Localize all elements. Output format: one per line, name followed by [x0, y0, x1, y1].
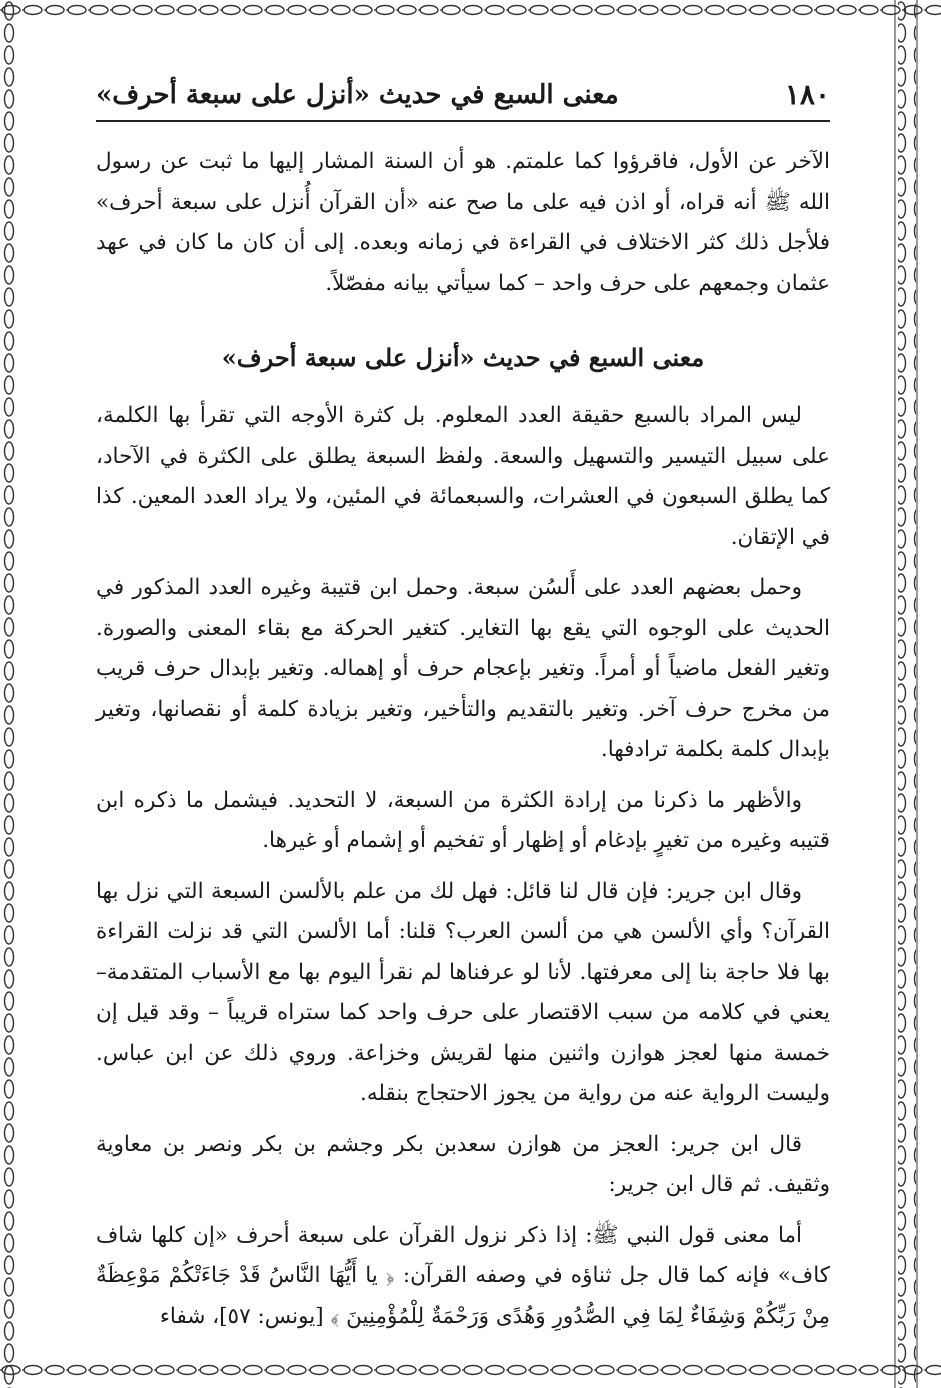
paragraph: الآخر عن الأول، فاقرؤوا كما علمتم. هو أن السنة المشار إليها ما ثبت عن رسول الله ﷺ أنه قراه، أو اذن فيه على ما صح عنه «أن القرآن أُنزل على سبعة أحرف» فلأجل ذلك كثر الاختلاف في القراءة في زمانه وبعده. إلى أن كان ما كان في عهد عثمان وجمعهم على حرف واحد – كما سيأتي بيانه مفصّلاً.: [96, 149, 830, 296]
paragraph: وقال ابن جرير: فإن قال لنا قائل: فهل لك من علم بالألسن السبعة التي نزل بها القرآن؟ وأي الألسن هي من ألسن العرب؟ قلنا: أما الألسن التي قد نزلت القراءة بها فلا حاجة بنا إلى معرفتها. لأنا لو عرفناها لم نقرأ اليوم بها مع الأسباب المتقدمة– يعني في كلامه من سبب الاقتصار على حرف واحد كما ستراه قريباً – وقد قيل إن خمسة منها لعجز هوازن واثنين منها لقريش وخزاعة. وروي ذلك عن ابن عباس. وليست الرواية عنه من رواية من يجوز الاحتجاج بنقله.: [96, 878, 830, 1106]
paragraph: وحمل بعضهم العدد على أَلسُن سبعة. وحمل ابن قتيبة وغيره العدد المذكور في الحديث على الوجوه التي يقع بها التغاير. كتغير الحركة مع بقاء المعنى والصورة. وتغير الفعل ماضياً أو أمراً. وتغير بإعجام حرف أو إهماله. وتغير بإبدال حرف قريب من مخرج حرف آخر. وتغير بالتقديم والتأخير، وتغير بزيادة كلمة أو نقصانها، وتغير بإبدال كلمة بكلمة ترادفها.: [96, 575, 830, 762]
page-body: [96, 142, 830, 1347]
paragraph: أما معنى قول النبي ﷺ: إذا ذكر نزول القرآن على سبعة أحرف «إن كلها شاف كاف» فإنه كما قال جل ثناؤه في وصفه القرآن: ﴿ يا أَيُّهَا النَّاسُ قَدْ جَاءَتْكُمْ مَوْعِظَةٌ مِنْ رَبِّكُمْ وَشِفَاءٌ لِمَا فِي الصُّدُورِ وَهُدًى وَرَحْمَةٌ لِلْمُؤْمِنِينَ ﴾ [يونس: ٥٧]، شفاء: [96, 1222, 830, 1329]
border-left: [0, 0, 20, 1388]
paragraph: قال ابن جرير: العجز من هوازن سعدبن بكر وجشم بن بكر ونصر بن معاوية وثقيف. ثم قال ابن جرير:: [96, 1131, 830, 1197]
section-heading: معنى السبع في حديث «أنزل على سبعة أحرف»: [221, 343, 705, 372]
paragraph: ليس المراد بالسبع حقيقة العدد المعلوم. بل كثرة الأوجه التي تقرأ بها الكلمة، على سبيل التيسير والتسهيل والسعة. ولفظ السبعة يطلق على الكثرة في الآحاد، كما يطلق السبعون في العشرات، والسبعمائة في المئين، ولا يراد العدد المعين. كذا في الإتقان.: [96, 403, 830, 550]
header-rule: [96, 120, 830, 122]
page-number: ١٨٠: [784, 78, 830, 111]
border-top: [0, 0, 941, 22]
page-header: [96, 70, 830, 122]
border-right: [892, 0, 918, 1388]
running-title: معنى السبع في حديث «أنزل على سبعة أحرف»: [96, 80, 619, 110]
paragraph: والأظهر ما ذكرنا من إرادة الكثرة من السبعة، لا التحديد. فيشمل ما ذكره ابن قتيبه وغيره من تغيرٍ بإدغام أو إظهار أو تفخيم أو إشمام أو غيرها.: [96, 787, 830, 853]
border-bottom: [0, 1360, 941, 1384]
